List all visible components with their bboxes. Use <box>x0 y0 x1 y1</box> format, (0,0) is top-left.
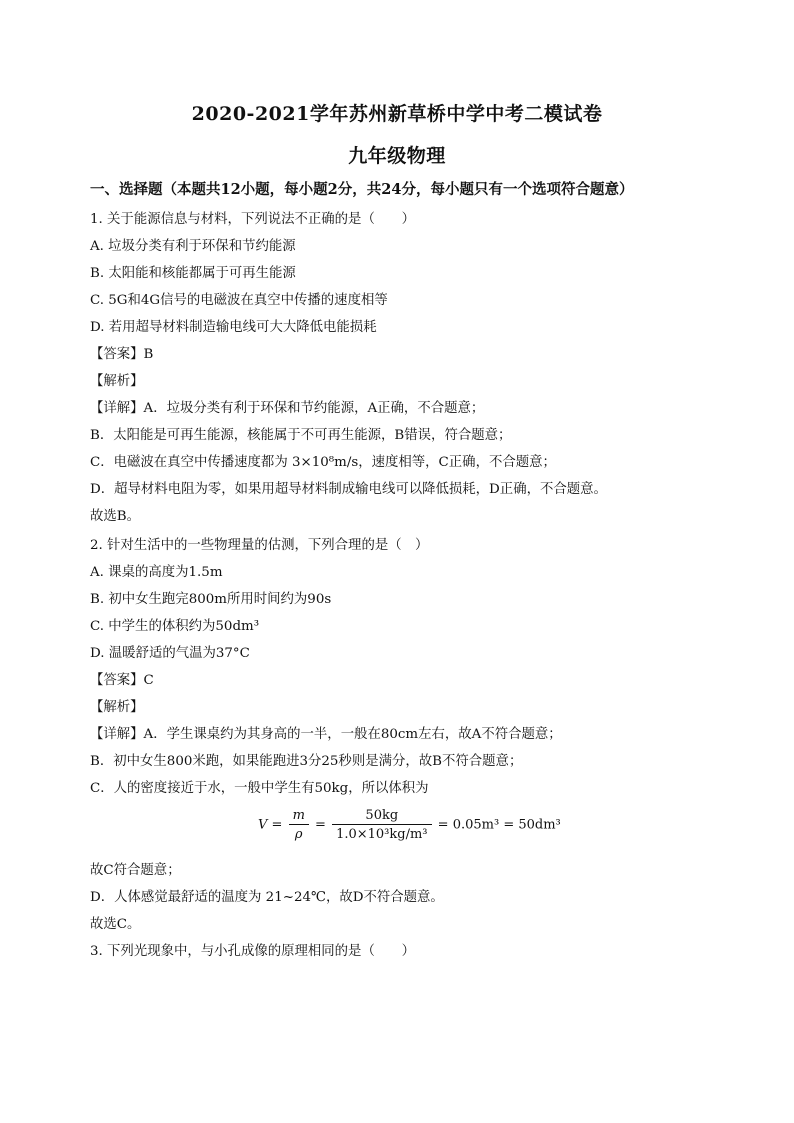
formula-lhs: V = <box>258 817 283 833</box>
question-2-analysis-label: 【解析】 <box>90 700 144 715</box>
question-2-option-d: D. 温暖舒适的气温为37°C <box>90 646 250 661</box>
question-2-detail-a: 【详解】A．学生课桌约为其身高的一半，一般在80cm左右，故A不符合题意； <box>90 727 562 742</box>
question-1-option-b: B. 太阳能和核能都属于可再生能源 <box>90 266 296 281</box>
question-2-option-c: C. 中学生的体积约为50dm³ <box>90 619 260 634</box>
question-2-detail-c-conclusion: 故C符合题意； <box>90 863 181 878</box>
question-3-stem: 3. 下列光现象中，与小孔成像的原理相同的是（ ） <box>90 944 416 959</box>
exam-subtitle: 九年级物理 <box>348 145 446 167</box>
question-1-detail-b: B．太阳能是可再生能源，核能属于不可再生能源，B错误，符合题意； <box>90 428 512 443</box>
question-1-option-c: C. 5G和4G信号的电磁波在真空中传播的速度相等 <box>90 293 388 308</box>
formula-result: = 0.05m³ = 50dm³ <box>437 817 561 833</box>
question-2-option-b: B. 初中女生跑完800m所用时间约为90s <box>90 592 332 607</box>
formula-frac2-numerator: 50kg <box>332 808 431 825</box>
formula-fraction-values <box>332 808 431 842</box>
formula-frac1-denominator: ρ <box>294 827 303 842</box>
formula-fraction-mass-density <box>289 808 309 842</box>
section-heading: 一、选择题（本题共12小题，每小题2分，共24分，每小题只有一个选项符合题意） <box>90 181 634 198</box>
question-2-detail-b: B．初中女生800米跑，如果能跑进3分25秒则是满分，故B不符合题意； <box>90 754 523 769</box>
question-2-conclusion: 故选C。 <box>90 917 141 932</box>
formula-equals: = <box>315 817 326 833</box>
question-2-detail-d: D．人体感觉最舒适的温度为 21~24℃，故D不符合题意。 <box>90 890 444 905</box>
question-1-answer: 【答案】B <box>90 347 154 362</box>
question-2-stem: 2. 针对生活中的一些物理量的估测，下列合理的是（ ） <box>90 538 429 553</box>
question-1-detail-c: C．电磁波在真空中传播速度都为 3×10⁸m/s，速度相等，C正确，不合题意； <box>90 455 556 470</box>
exam-title: 2020-2021学年苏州新草桥中学中考二模试卷 <box>191 103 603 125</box>
question-1-option-a: A. 垃圾分类有利于环保和节约能源 <box>90 239 296 254</box>
question-1-option-d: D. 若用超导材料制造输电线可大大降低电能损耗 <box>90 320 377 335</box>
question-1-detail-a: 【详解】A．垃圾分类有利于环保和节约能源，A正确，不合题意； <box>90 401 485 416</box>
question-2-detail-c: C．人的密度接近于水，一般中学生有50kg，所以体积为 <box>90 781 429 796</box>
formula-frac2-denominator: 1.0×10³kg/m³ <box>336 827 428 842</box>
question-1-detail-d: D．超导材料电阻为零，如果用超导材料制成输电线可以降低损耗，D正确，不合题意。 <box>90 482 607 497</box>
question-1-conclusion: 故选B。 <box>90 509 141 524</box>
formula-frac1-numerator: m <box>289 808 309 825</box>
question-2-option-a: A. 课桌的高度为1.5m <box>90 565 223 580</box>
question-1-stem: 1. 关于能源信息与材料，下列说法不正确的是（ ） <box>90 212 416 227</box>
question-2-answer: 【答案】C <box>90 673 154 688</box>
question-1-analysis-label: 【解析】 <box>90 374 144 389</box>
volume-formula <box>258 808 561 842</box>
